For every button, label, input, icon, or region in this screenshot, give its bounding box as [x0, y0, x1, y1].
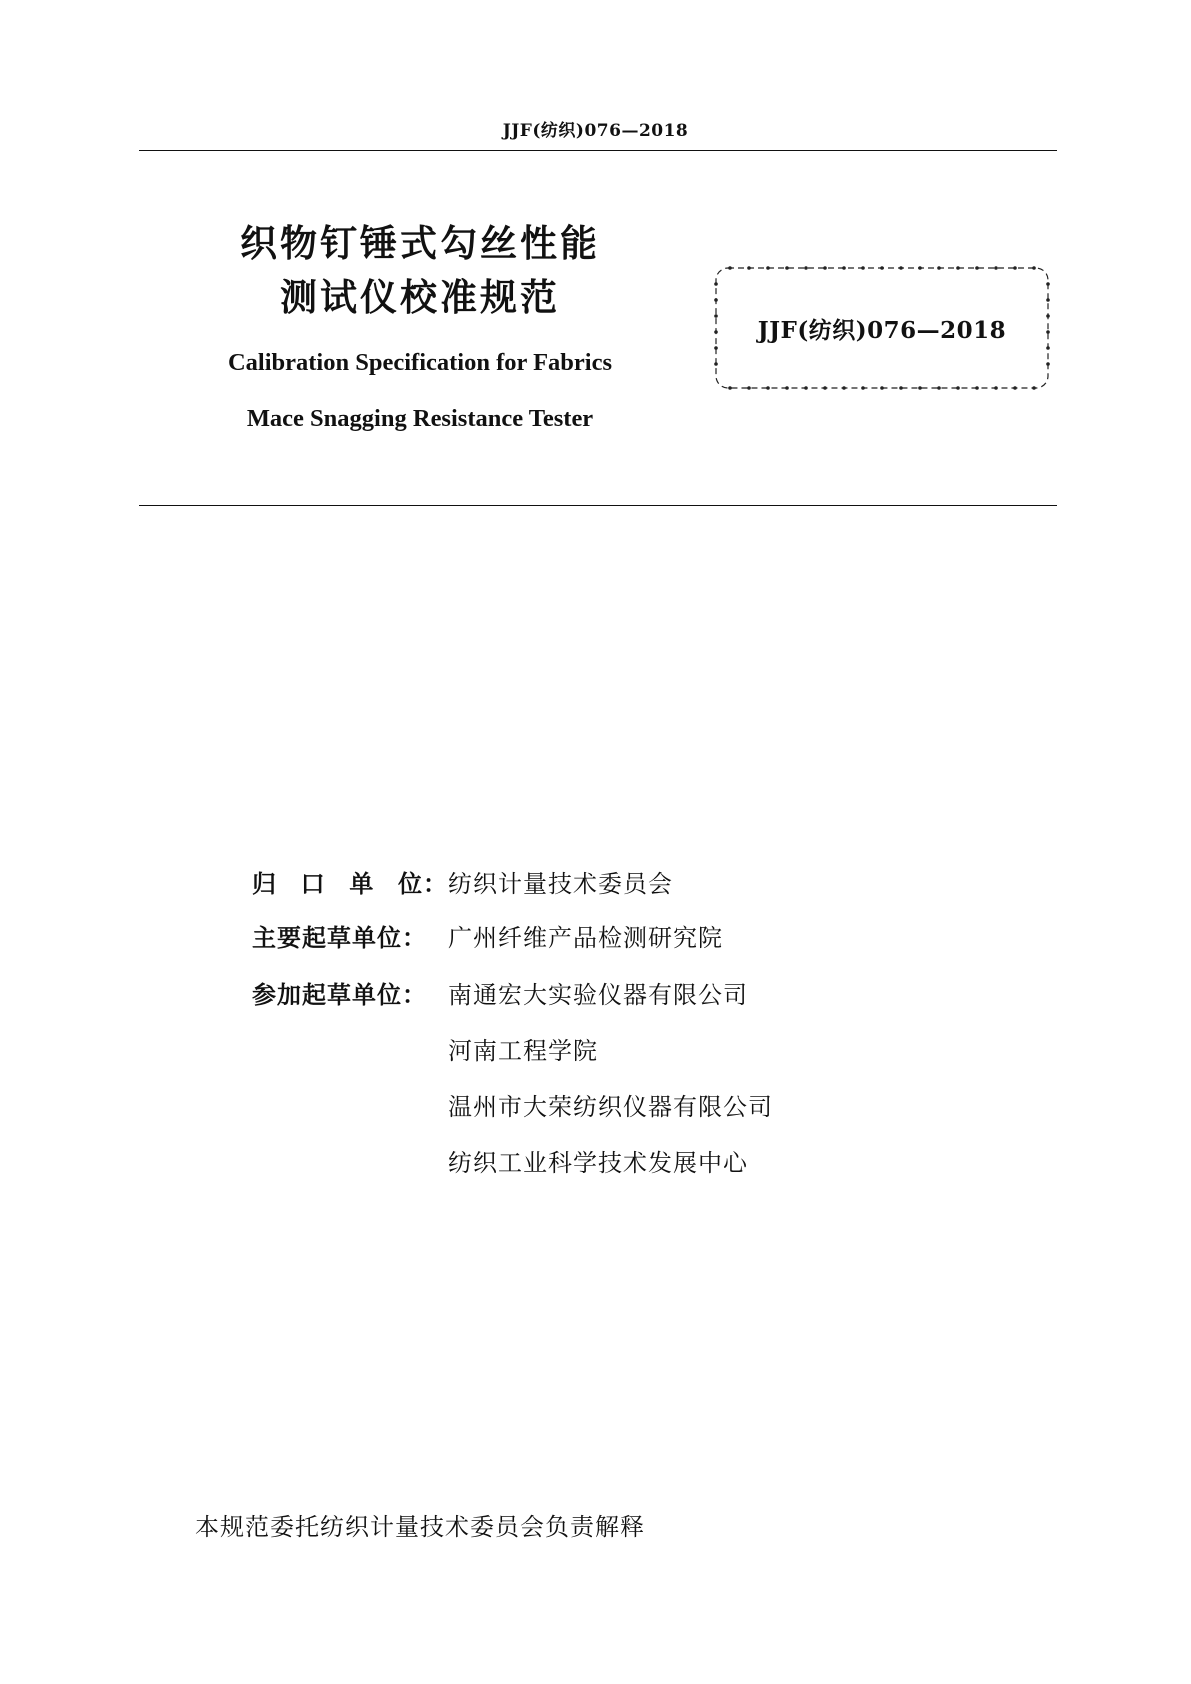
label-colon: ： [422, 870, 448, 898]
standard-code-box: JJF(纺织)076—2018 [757, 316, 1007, 344]
title-zh-line-2: 测试仪校准规范 [280, 276, 560, 319]
label-char: 归 [252, 870, 277, 898]
label-char: 口 [300, 870, 326, 898]
label-char: 位 [397, 870, 423, 898]
main-drafter-label: 主要起草单位： [252, 924, 427, 952]
title-zh-line-1: 织物钉锤式勾丝性能 [240, 222, 600, 265]
participating-drafter-value: 南通宏大实验仪器有限公司 [448, 981, 748, 1009]
participating-drafter-value: 纺织工业科学技术发展中心 [448, 1149, 748, 1177]
running-header-code: JJF(纺织)076—2018 [502, 121, 689, 141]
participating-drafter-value: 温州市大荣纺织仪器有限公司 [448, 1093, 773, 1121]
header-rule [139, 150, 1057, 151]
participating-drafter-value: 河南工程学院 [448, 1037, 598, 1065]
section-rule [139, 505, 1057, 506]
responsible-unit-label [252, 866, 448, 902]
participating-drafter-label: 参加起草单位： [252, 981, 427, 1009]
interpretation-note: 本规范委托纺织计量技术委员会负责解释 [195, 1513, 645, 1541]
responsible-unit-value: 纺织计量技术委员会 [448, 870, 673, 898]
title-en-line-2: Mace Snagging Resistance Tester [246, 405, 594, 432]
main-drafter-value: 广州纤维产品检测研究院 [448, 924, 723, 952]
title-en-line-1: Calibration Specification for Fabrics [227, 349, 613, 376]
label-char: 单 [349, 870, 375, 898]
